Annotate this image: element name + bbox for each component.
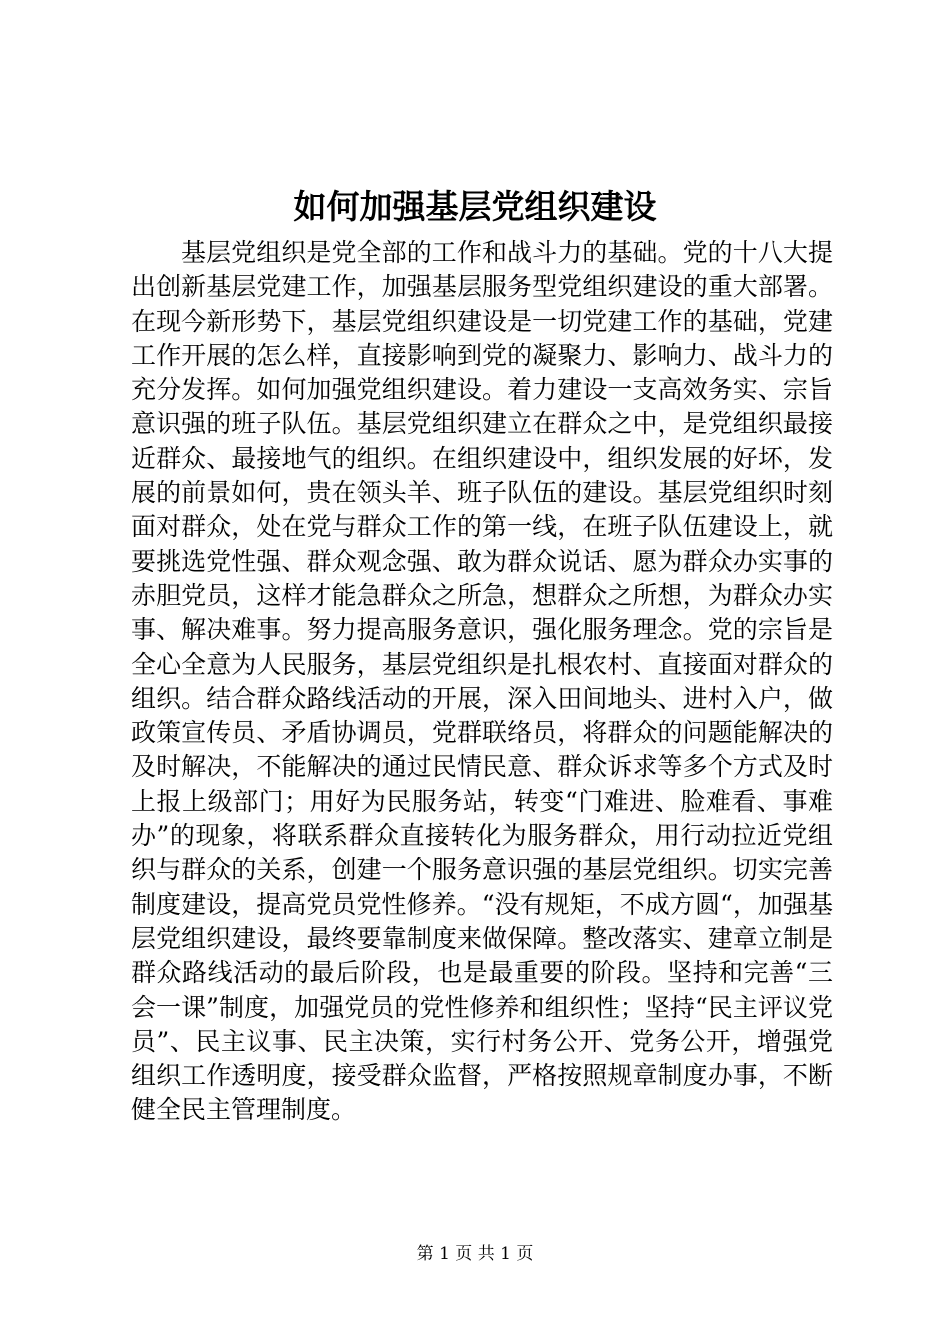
document-body-paragraph: 基层党组织是党全部的工作和战斗力的基础。党的十八大提出创新基层党建工作，加强基层服务型党组织建设的重大部署。在现今新形势下，基层党组织建设是一切党建工作的基础，党建工作开展的怎么样，直接影响到党的凝聚力、影响力、战斗力的充分发挥。如何加强党组织建设。着力建设一支高效务实、宗旨意识强的班子队伍。基层党组织建立在群众之中，是党组织最接近群众、最接地气的组织。在组织建设中，组织发展的好坏，发展的前景如何，贵在领头羊、班子队伍的建设。基层党组织时刻面对群众，处在党与群众工作的第一线，在班子队伍建设上，就要挑选党性强、群众观念强、敢为群众说话、愿为群众办实事的赤胆党员，这样才能急群众之所急，想群众之所想，为群众办实事、解决难事。努力提高服务意识，强化服务理念。党的宗旨是全心全意为人民服务，基层党组织是扎根农村、直接面对群众的组织。结合群众路线活动的开展，深入田间地头、进村入户，做政策宣传员、矛盾协调员，党群联络员，将群众的问题能解决的及时解决，不能解决的通过民情民意、群众诉求等多个方式及时上报上级部门；用好为民服务站，转变“门难进、脸难看、事难办”的现象，将联系群众直接转化为服务群众，用行动拉近党组织与群众的关系，创建一个服务意识强的基层党组织。切实完善制度建设，提高党员党性修养。“没有规矩，不成方圆“，加强基层党组织建设，最终要靠制度来做保障。整改落实、建章立制是群众路线活动的最后阶段，也是最重要的阶段。坚持和完善“三会一课”制度，加强党员的党性修养和组织性；坚持“民主评议党员”、民主议事、民主决策，实行村务公开、党务公开，增强党组织工作透明度，接受群众监督，严格按照规章制度办事，不断健全民主管理制度。 [131,238,833,1125]
page-number-footer: 第 1 页 共 1 页 [416,1244,534,1264]
document-title: 如何加强基层党组织建设 [293,187,657,226]
